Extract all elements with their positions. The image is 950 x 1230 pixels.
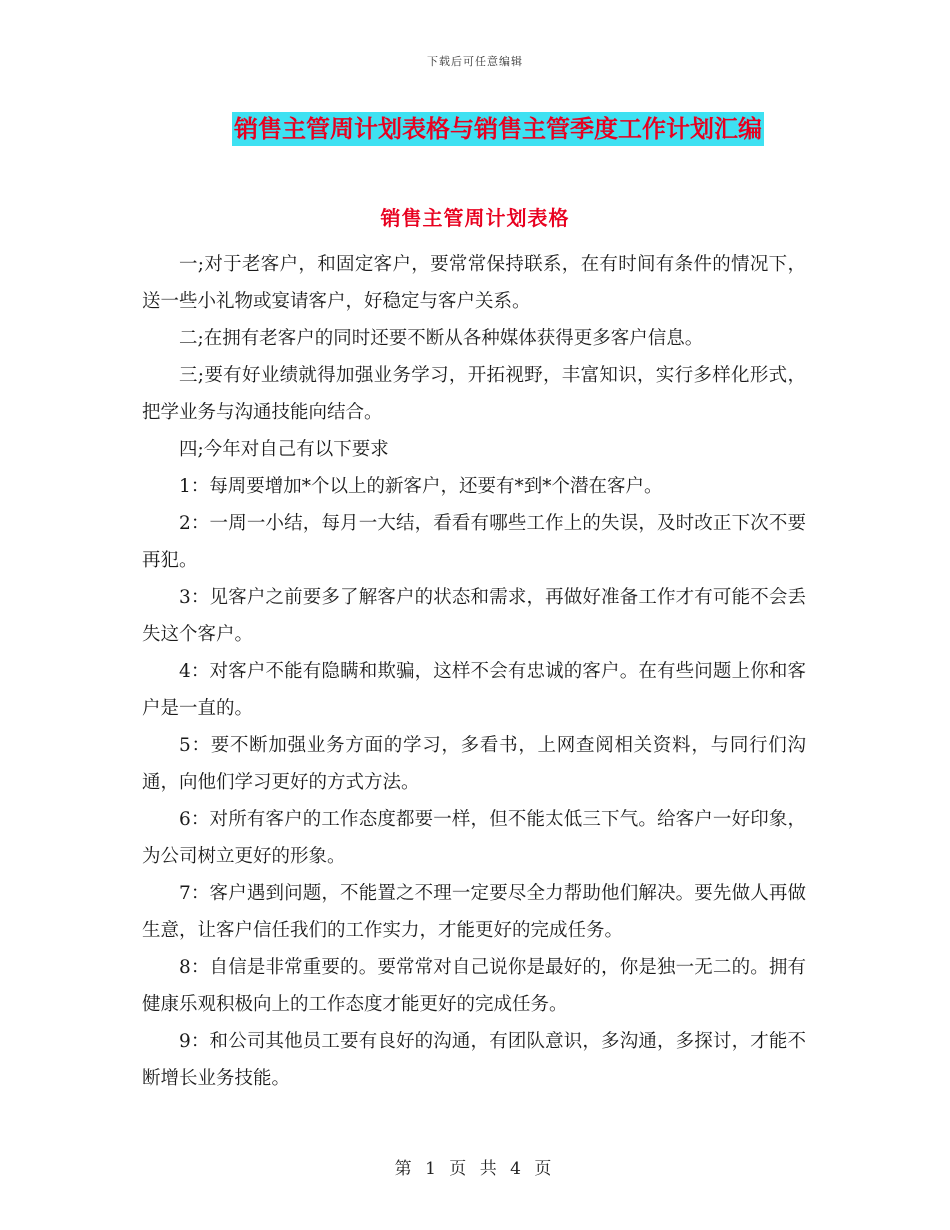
section-title: 销售主管周计划表格 [380, 206, 570, 230]
paragraph: 5：要不断加强业务方面的学习，多看书，上网查阅相关资料，与同行们沟通，向他们学习更好的方式方法。 [142, 735, 806, 793]
paragraph: 7：客户遇到问题，不能置之不理一定要尽全力帮助他们解决。要先做人再做生意，让客户信任我们的工作实力，才能更好的完成任务。 [142, 883, 806, 941]
paragraph: 1：每周要增加*个以上的新客户，还要有*到*个潜在客户。 [179, 476, 663, 497]
paragraph: 3：见客户之前要多了解客户的状态和需求，再做好准备工作才有可能不会丢失这个客户。 [142, 587, 806, 645]
paragraph: 2：一周一小结，每月一大结，看看有哪些工作上的失误，及时改正下次不要再犯。 [142, 513, 806, 571]
paragraph: 一;对于老客户，和固定客户，要常常保持联系，在有时间有条件的情况下，送一些小礼物或宴请客户，好稳定与客户关系。 [142, 254, 806, 312]
paragraph: 三;要有好业绩就得加强业务学习，开拓视野，丰富知识，实行多样化形式，把学业务与沟通技能向结合。 [142, 365, 806, 423]
paragraph: 四;今年对自己有以下要求 [179, 439, 389, 460]
paragraph: 9：和公司其他员工要有良好的沟通，有团队意识，多沟通，多探讨，才能不断增长业务技能。 [142, 1031, 806, 1089]
document-title: 销售主管周计划表格与销售主管季度工作计划汇编 [232, 112, 764, 146]
paragraph: 8：自信是非常重要的。要常常对自己说你是最好的，你是独一无二的。拥有健康乐观积极向上的工作态度才能更好的完成任务。 [142, 957, 806, 1015]
page-footer: 第 1 页 共 4 页 [394, 1159, 556, 1179]
paragraph: 6：对所有客户的工作态度都要一样，但不能太低三下气。给客户一好印象，为公司树立更好的形象。 [142, 809, 806, 867]
document-title-container [0, 112, 950, 146]
header-note: 下载后可任意编辑 [427, 55, 523, 68]
document-body [142, 246, 806, 1097]
paragraph: 4：对客户不能有隐瞒和欺骗，这样不会有忠诚的客户。在有些问题上你和客户是一直的。 [142, 661, 806, 719]
paragraph: 二;在拥有老客户的同时还要不断从各种媒体获得更多客户信息。 [179, 328, 704, 349]
